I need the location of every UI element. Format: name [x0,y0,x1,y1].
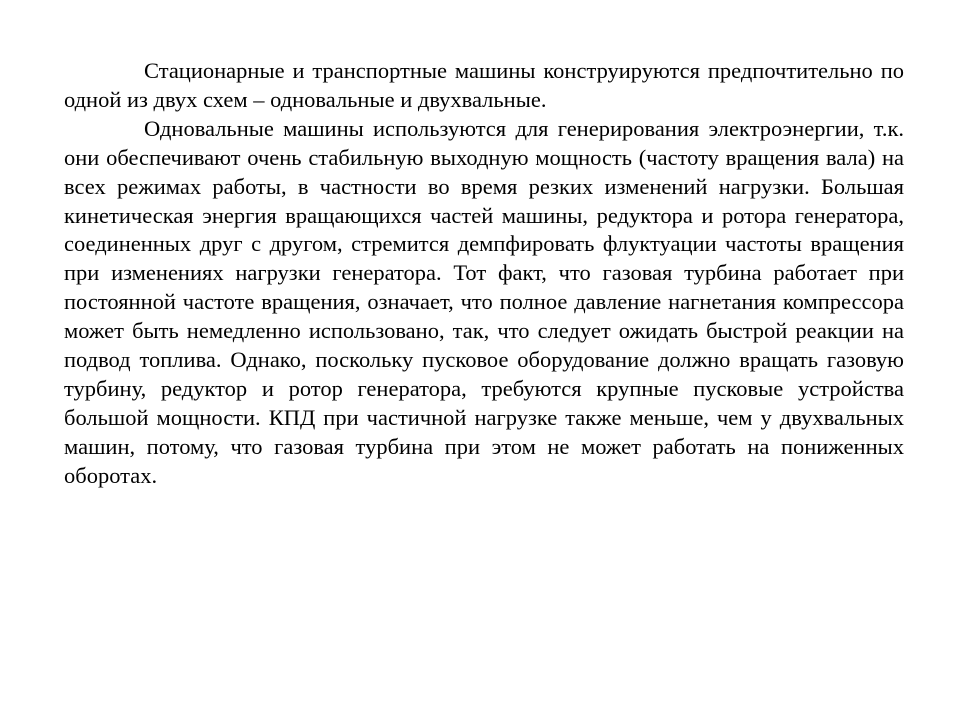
document-text [64,57,904,491]
paragraph-single-shaft: Одновальные машины используются для генерирования электроэнергии, т.к. они обеспечивают очень стабильную выходную мощность (частоту вращения вала) на всех режимах работы, в частности во время резких изменений нагрузки. Большая кинетическая энергия вращающихся частей машины, редуктора и ротора генератора, соединенных друг с другом, стремится демпфировать флуктуации частоты вращения при изменениях нагрузки генератора. Тот факт, что газовая турбина работает при постоянной частоте вращения, означает, что полное давление нагнетания компрессора может быть немедленно использовано, так, что следует ожидать быстрой реакции на подвод топлива. Однако, поскольку пусковое оборудование должно вращать газовую турбину, редуктор и ротор генератора, требуются крупные пусковые устройства большой мощности. КПД при частичной нагрузке также меньше, чем у двухвальных машин, потому, что газовая турбина при этом не может работать на пониженных оборотах. [64,115,904,488]
paragraph-intro: Стационарные и транспортные машины конструируются предпочтительно по одной из двух схем – одновальные и двухвальные. [64,58,904,112]
